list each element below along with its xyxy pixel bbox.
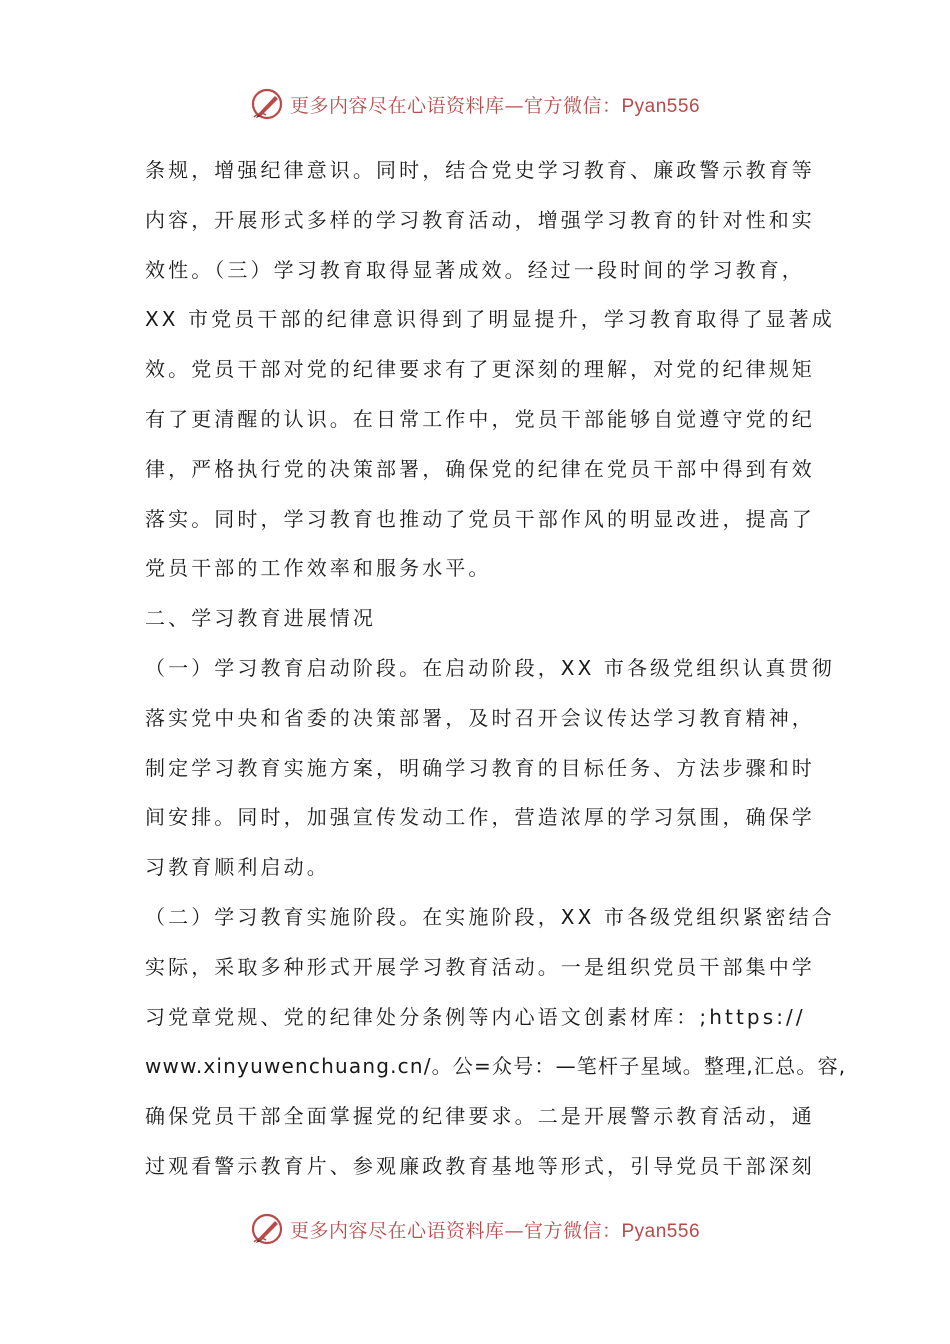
body-line: 习党章党规、党的纪律处分条例等内心语文创素材库：;https:// [145,1004,806,1029]
body-line: 制定学习教育实施方案，明确学习教育的目标任务、方法步骤和时 [145,755,815,780]
pen-circle-logo-icon [250,1212,284,1246]
footer-wechat-id: Pyan556 [621,1220,701,1242]
body-line: 有了更清醒的认识。在日常工作中，党员干部能够自觉遵守党的纪 [145,406,815,431]
body-line: 落实党中央和省委的决策部署，及时召开会议传达学习教育精神， [145,705,815,730]
footer-banner-text: 更多内容尽在心语资料库—官方微信：Pyan556 [289,1219,701,1242]
body-line: 条规，增强纪律意识。同时，结合党史学习教育、廉政警示教育等 [145,158,815,182]
body-line: www.xinyuwenchuang.cn/。公=众号：—笔杆子星域。整理,汇总。容, [145,1054,847,1079]
pen-circle-logo-icon [250,87,284,121]
body-line: 习教育顺利启动。 [145,855,330,880]
body-line: 间安排。同时，加强宣传发动工作，营造浓厚的学习氛围，确保学 [145,805,815,830]
body-line: 实际，采取多种形式开展学习教育活动。一是组织党员干部集中学 [145,954,815,979]
section-heading: 二、学习教育进展情况 [145,606,376,631]
body-line: （一）学习教育启动阶段。在启动阶段，XX 市各级党组织认真贯彻 [145,655,835,680]
header-banner [0,84,950,124]
body-line: XX 市党员干部的纪律意识得到了明显提升，学习教育取得了显著成 [145,307,835,332]
document-body [145,146,847,1192]
body-line: 确保党员干部全面掌握党的纪律要求。二是开展警示教育活动，通 [145,1104,815,1129]
body-line: 内容，开展形式多样的学习教育活动，增强学习教育的针对性和实 [145,207,815,232]
body-line: （二）学习教育实施阶段。在实施阶段，XX 市各级党组织紧密结合 [145,904,835,929]
body-line: 律，严格执行党的决策部署，确保党的纪律在党员干部中得到有效 [145,456,815,481]
body-line: 效性。（三）学习教育取得显著成效。经过一段时间的学习教育， [145,257,805,282]
body-line: 效。党员干部对党的纪律要求有了更深刻的理解，对党的纪律规矩 [145,357,815,382]
body-line: 过观看警示教育片、参观廉政教育基地等形式，引导党员干部深刻 [145,1153,815,1178]
body-line: 落实。同时，学习教育也推动了党员干部作风的明显改进，提高了 [145,506,815,531]
body-line: 党员干部的工作效率和服务水平。 [145,556,492,581]
header-wechat-id: Pyan556 [621,95,701,117]
header-banner-text: 更多内容尽在心语资料库—官方微信：Pyan556 [289,94,701,117]
footer-banner [0,1209,950,1249]
